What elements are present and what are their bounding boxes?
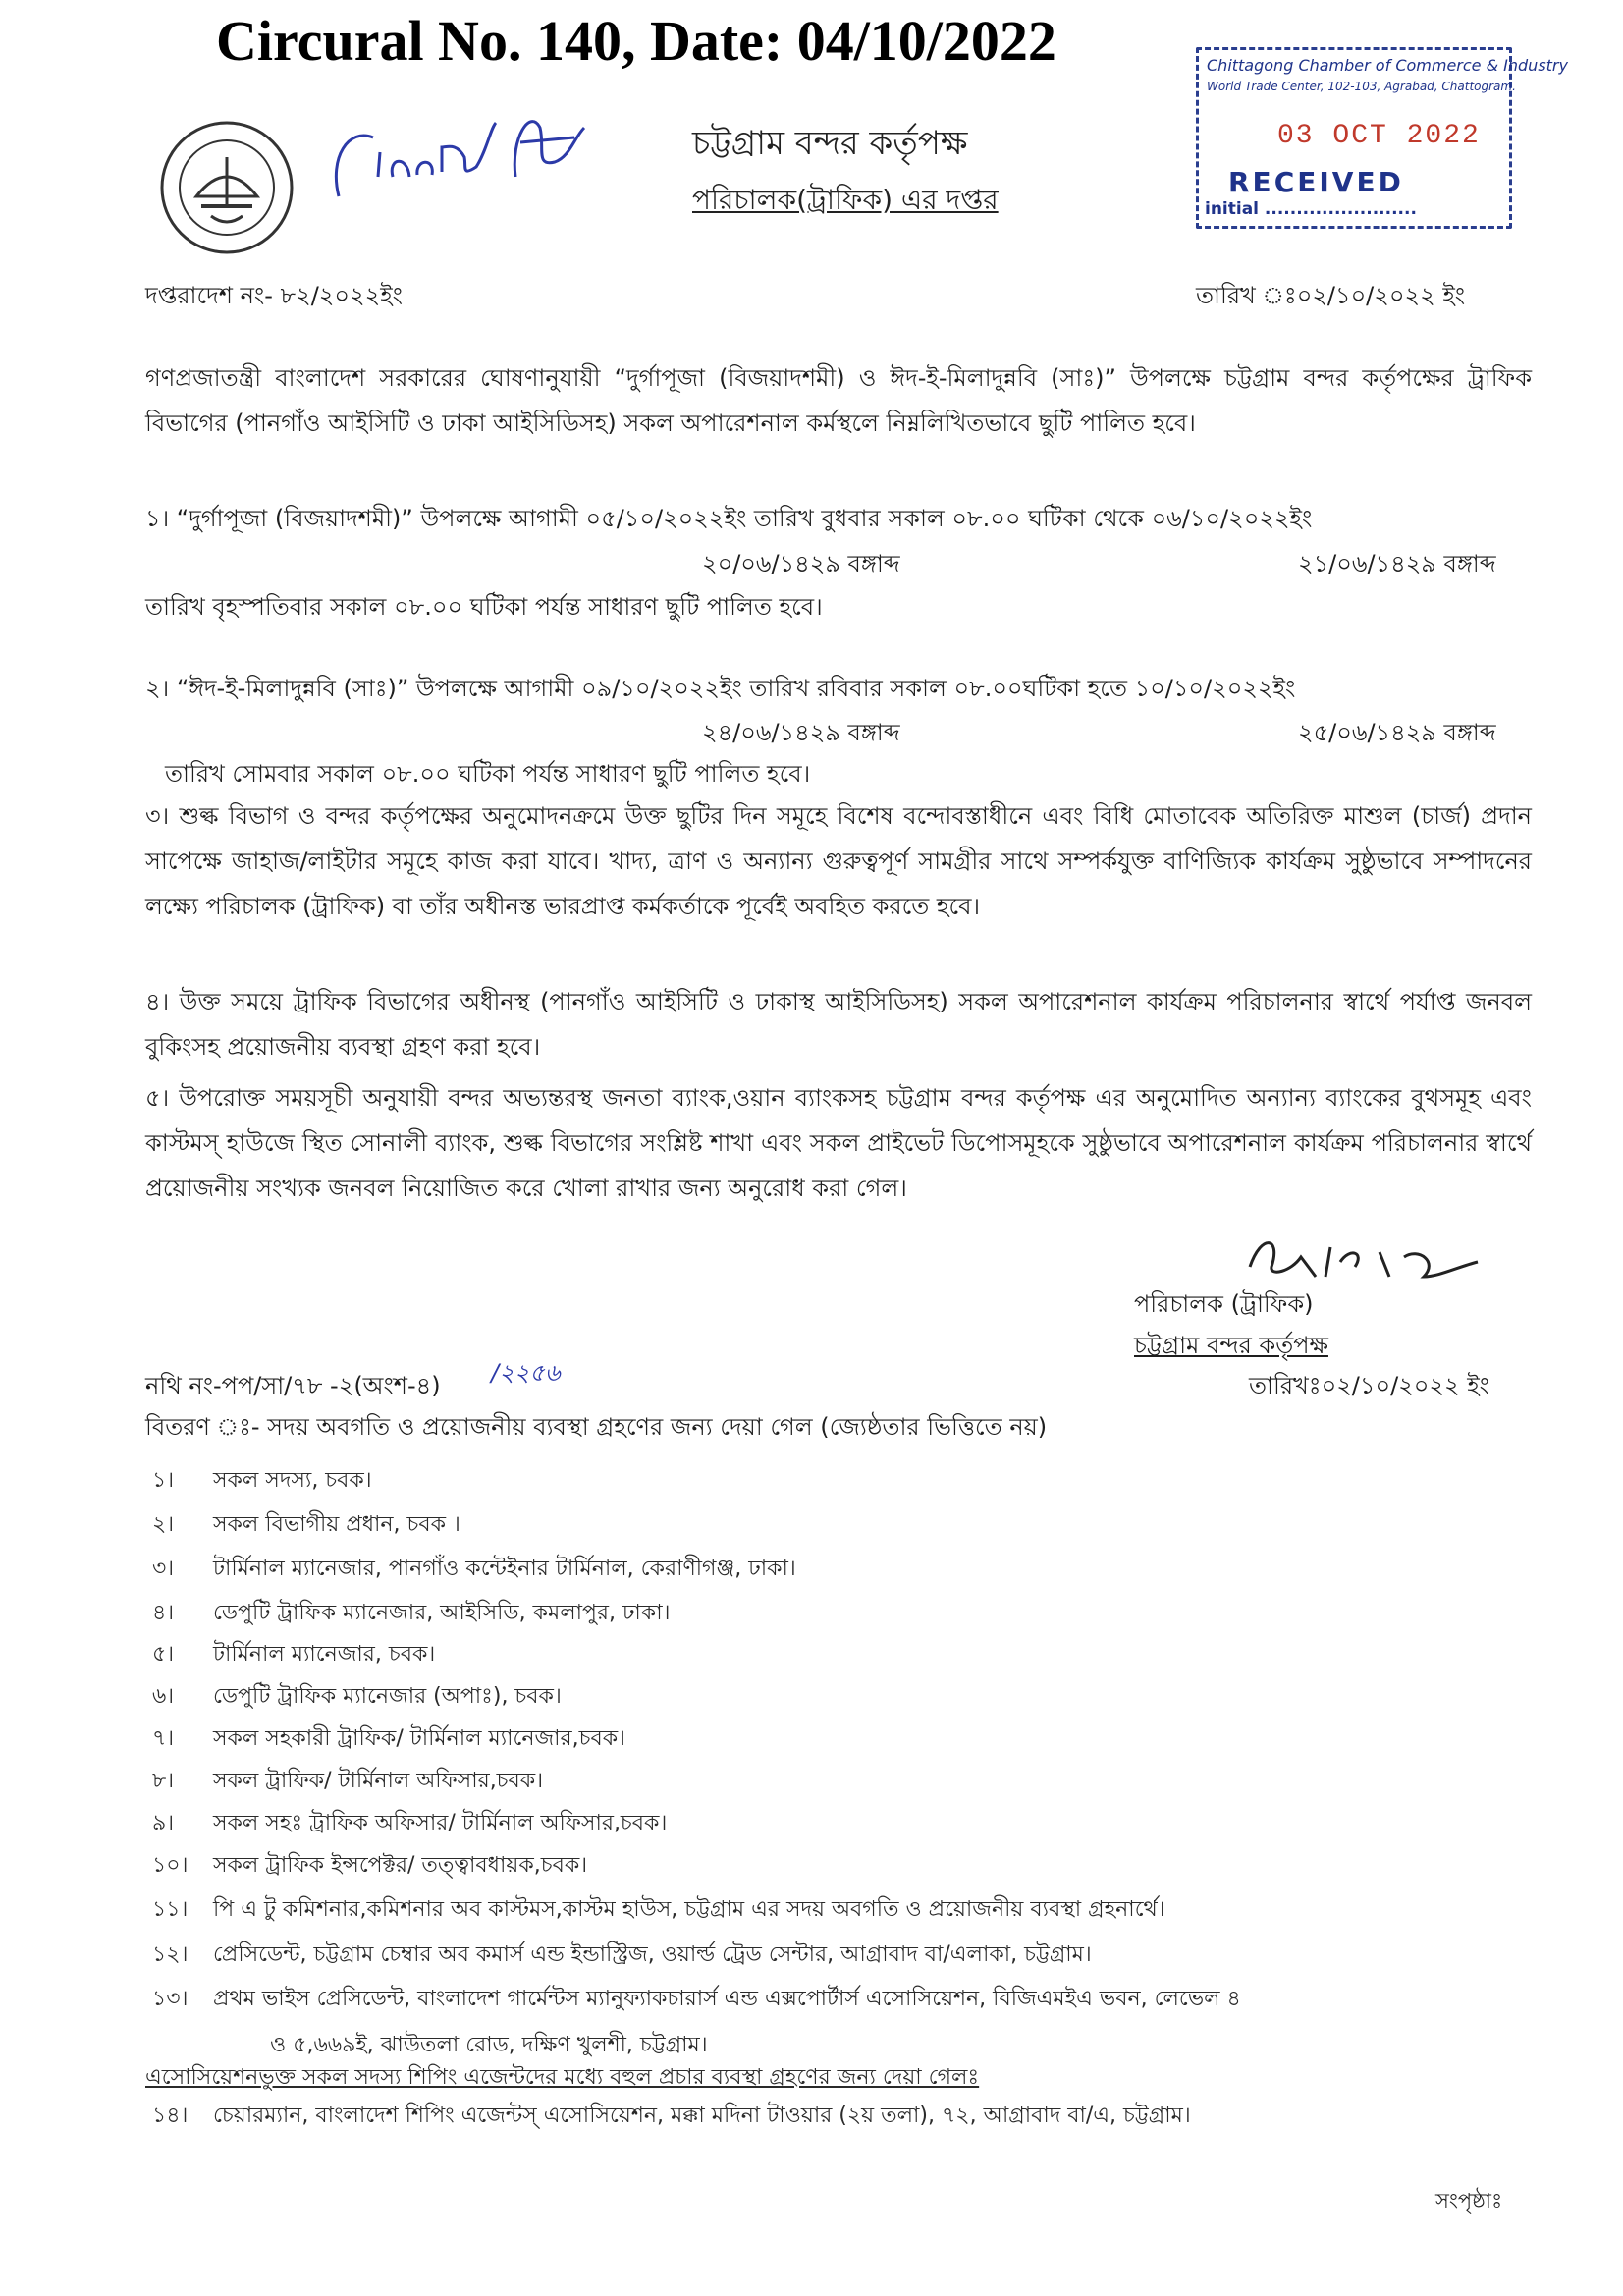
- stamp-date: 03 OCT 2022: [1277, 121, 1481, 151]
- recipient-number: ১৪।: [152, 2104, 189, 2128]
- recipient-row: [152, 1722, 625, 1758]
- recipient-text: সকল ট্রাফিক/ টার্মিনাল অফিসার,চবক।: [213, 1769, 544, 1793]
- circular-title: Circural No. 140, Date: 04/10/2022: [216, 9, 1056, 73]
- recipient-text: টার্মিনাল ম্যানেজার, চবক।: [213, 1642, 436, 1667]
- recipient-row: [152, 1507, 460, 1544]
- recipient-text: সকল সদস্য, চবক।: [213, 1468, 372, 1493]
- recipient-row: [152, 1892, 1165, 1929]
- item-1-bangla-date-start: ২০/০৬/১৪২৯ বঙ্গাব্দ: [702, 550, 900, 577]
- file-number: নথি নং-পপ/সা/৭৮ -২(অংশ-৪): [145, 1372, 441, 1399]
- recipient-number: ৪।: [152, 1601, 175, 1625]
- item-1-text: ১। “দুর্গাপূজা (বিজয়াদশমী)” উপলক্ষে আগামী ০৫/১০/২০২২ইং তারিখ বুধবার সকাল ০৮.০০ ঘটিকা থেকে ০৬/১০/২০২২ইং: [145, 505, 1313, 532]
- recipient-text: সকল সহঃ ট্রাফিক অফিসার/ টার্মিনাল অফিসার,চবক।: [213, 1811, 668, 1835]
- recipient-row: [152, 1848, 587, 1885]
- recipient-text: প্রেসিডেন্ট, চট্টগ্রাম চেম্বার অব কমার্স এন্ড ইন্ডাস্ট্রিজ, ওয়ার্ল্ড ট্রেড সেন্টার, আগ্রাবাদ বা/এলাকা, চট্টগ্রাম।: [213, 1942, 1092, 1967]
- recipient-number: ৩।: [152, 1557, 175, 1581]
- recipient-text: ডেপুটি ট্রাফিক ম্যানেজার (অপাঃ), চবক।: [213, 1684, 562, 1709]
- recipient-text: সকল সহকারী ট্রাফিক/ টার্মিনাল ম্যানেজার,চবক।: [213, 1726, 625, 1751]
- recipient-14: [152, 2099, 1191, 2135]
- item-2-bangla-date-end: ২৫/০৬/১৪২৯ বঙ্গাব্দ: [1298, 719, 1496, 746]
- item-2-text: ২। “ঈদ-ই-মিলাদুন্নবি (সাঃ)” উপলক্ষে আগামী ০৯/১০/২০২২ইং তারিখ রবিবার সকাল ০৮.০০ঘটিকা হতে ১০/১০/২০২২ইং: [145, 675, 1296, 702]
- recipient-number: ১১।: [152, 1897, 189, 1922]
- order-date: তারিখ ঃ০২/১০/২০২২ ইং: [1196, 282, 1466, 309]
- distribution-note: বিতরণ ঃ- সদয় অবগতি ও প্রয়োজনীয় ব্যবস্থা গ্রহণের জন্য দেয়া গেল (জ্যেষ্ঠতার ভিত্তিতে নয়): [145, 1413, 1048, 1441]
- item-5-paragraph: ৫। উপরোক্ত সময়সূচী অনুযায়ী বন্দর অভ্যন্তরস্থ জনতা ব্যাংক,ওয়ান ব্যাংকসহ চট্টগ্রাম বন্দর কর্তৃপক্ষ এর অনুমোদিত অন্যান্য ব্যাংকের বুথসমূহ এবং কাস্টমস্ হাউজে স্থিত সোনালী ব্যাংক, শুল্ক বিভাগের সংশ্লিষ্ট শাখা এবং সকল প্রাইভেট ডিপোসমূহকে সুষ্ঠুভাবে অপারেশনাল কার্যক্রম পরিচালনার স্বার্থে প্রয়োজনীয় সংখ্যক জনবল নিয়োজিত করে খোলা রাখার জন্য অনুরোধ করা গেল।: [145, 1084, 1532, 1202]
- recipient-text: সকল ট্রাফিক ইন্সপেক্টর/ তত্ত্বাবধায়ক,চবক।: [213, 1853, 588, 1878]
- recipient-row: [152, 1463, 372, 1500]
- recipient-row: [152, 1679, 562, 1716]
- department-name: পরিচালক(ট্রাফিক) এর দপ্তর: [692, 184, 999, 216]
- signatory-org: চট্টগ্রাম বন্দর কর্তৃপক্ষ: [1134, 1332, 1328, 1359]
- recipient-number: ১০।: [152, 1853, 189, 1878]
- recipient-row: [152, 1938, 1092, 1974]
- recipient-row: [152, 1982, 1241, 2018]
- signatory-title: পরিচালক (ট্রাফিক): [1134, 1290, 1314, 1318]
- recipient-row: [152, 1764, 543, 1800]
- recipient-number: ৭।: [152, 1726, 175, 1751]
- handwritten-circular-note: [319, 69, 614, 226]
- recipient-number: ৮।: [152, 1769, 175, 1793]
- recipient-text: টার্মিনাল ম্যানেজার, পানগাঁও কন্টেইনার টার্মিনাল, কেরাণীগঞ্জ, ঢাকা।: [213, 1557, 796, 1581]
- file-date: তারিখঃ০২/১০/২০২২ ইং: [1249, 1372, 1490, 1399]
- recipient-row: [152, 1552, 796, 1588]
- recipient-number: ২।: [152, 1512, 175, 1537]
- recipient-text: প্রথম ভাইস প্রেসিডেন্ট, বাংলাদেশ গার্মেন্টস ম্যানুফ্যাকচারার্স এন্ড এক্সপোর্টার্স এসোসিয়েশন, বিজিএমইএ ভবন, লেভেল ৪: [213, 1987, 1241, 2011]
- recipient-text: চেয়ারম্যান, বাংলাদেশ শিপিং এজেন্টস্ এসোসিয়েশন, মক্কা মদিনা টাওয়ার (২য় তলা), ৭২, আগ্রাবাদ বা/এ, চট্টগ্রাম।: [213, 2104, 1191, 2128]
- file-number-handwritten: /২২৫৬: [491, 1359, 561, 1387]
- association-note: এসোসিয়েশনভুক্ত সকল সদস্য শিপিং এজেন্টদের মধ্যে বহুল প্রচার ব্যবস্থা গ্রহণের জন্য দেয়া গেলঃ: [145, 2065, 980, 2090]
- received-stamp: [1196, 47, 1568, 229]
- recipient-13-continuation: ও ৫,৬৬৯ই, ঝাউতলা রোড, দক্ষিণ খুলশী, চট্টগ্রাম।: [270, 2033, 708, 2057]
- stamp-initial: initial ........................: [1205, 199, 1417, 219]
- stamp-received: RECEIVED: [1228, 166, 1404, 198]
- recipient-text: সকল বিভাগীয় প্রধান, চবক ।: [213, 1512, 460, 1537]
- item-1-bangla-date-end: ২১/০৬/১৪২৯ বঙ্গাব্দ: [1298, 550, 1496, 577]
- recipient-row: [152, 1806, 667, 1842]
- item-3-paragraph: ৩। শুল্ক বিভাগ ও বন্দর কর্তৃপক্ষের অনুমোদনক্রমে উক্ত ছুটির দিন সমূহে বিশেষ বন্দোবস্তাধীনে এবং বিধি মোতাবেক অতিরিক্ত মাশুল (চার্জ) প্রদান সাপেক্ষে জাহাজ/লাইটার সমূহে কাজ করা যাবে। খাদ্য, ত্রাণ ও অন্যান্য গুরুত্বপূর্ণ সামগ্রীর সাথে সম্পর্কযুক্ত বাণিজ্যিক কার্যক্রম সুষ্ঠুভাবে সম্পাদনের লক্ষ্যে পরিচালক (ট্রাফিক) বা তাঁর অধীনস্ত ভারপ্রাপ্ত কর্মকর্তাকে পূর্বেই অবহিত করতে হবে।: [145, 802, 1532, 920]
- port-authority-logo: [157, 118, 297, 257]
- recipient-row: [152, 1596, 670, 1632]
- recipient-text: পি এ টু কমিশনার,কমিশনার অব কাস্টমস,কাস্টম হাউস, চট্টগ্রাম এর সদয় অবগতি ও প্রয়োজনীয় ব্যবস্থা গ্রহনার্থে।: [213, 1897, 1165, 1922]
- intro-paragraph: গণপ্রজাতন্ত্রী বাংলাদেশ সরকারের ঘোষণানুযায়ী “দুর্গাপূজা (বিজয়াদশমী) ও ঈদ-ই-মিলাদুন্নবি (সাঃ)” উপলক্ষে চট্টগ্রাম বন্দর কর্তৃপক্ষের ট্রাফিক বিভাগের (পানগাঁও আইসিটি ও ঢাকা আইসিডিসহ) সকল অপারেশনাল কর্মস্থলে নিম্নলিখিতভাবে ছুটি পালিত হবে।: [145, 364, 1532, 437]
- item-2-end: তারিখ সোমবার সকাল ০৮.০০ ঘটিকা পর্যন্ত সাধারণ ছুটি পালিত হবে।: [165, 760, 811, 788]
- recipient-number: ৫।: [152, 1642, 175, 1667]
- stamp-address: World Trade Center, 102-103, Agrabad, Chattogram.: [1207, 80, 1516, 93]
- recipient-number: ৯।: [152, 1811, 175, 1835]
- recipient-text: ডেপুটি ট্রাফিক ম্যানেজার, আইসিডি, কমলাপুর, ঢাকা।: [213, 1601, 671, 1625]
- item-4-paragraph: ৪। উক্ত সময়ে ট্রাফিক বিভাগের অধীনস্থ (পানগাঁও আইসিটি ও ঢাকাস্থ আইসিডিসহ) সকল অপারেশনাল কার্যক্রম পরিচালনার স্বার্থে পর্যাপ্ত জনবল বুকিংসহ প্রয়োজনীয় ব্যবস্থা গ্রহণ করা হবে।: [145, 988, 1532, 1061]
- item-1-end: তারিখ বৃহস্পতিবার সকাল ০৮.০০ ঘটিকা পর্যন্ত সাধারণ ছুটি পালিত হবে।: [145, 593, 823, 621]
- recipient-number: ১৩।: [152, 1987, 189, 2011]
- recipient-row: [152, 1637, 435, 1673]
- recipient-number: ১।: [152, 1468, 175, 1493]
- order-number: দপ্তরাদেশ নং- ৮২/২০২২ইং: [145, 282, 404, 309]
- recipient-number: ৬।: [152, 1684, 175, 1709]
- continued-page-marker: সংপৃষ্ঠাঃ: [1435, 2189, 1503, 2213]
- recipient-number: ১২।: [152, 1942, 189, 1967]
- director-signature: [1242, 1223, 1497, 1291]
- item-2-bangla-date-start: ২৪/০৬/১৪২৯ বঙ্গাব্দ: [702, 719, 900, 746]
- stamp-org: Chittagong Chamber of Commerce & Industry: [1207, 56, 1568, 75]
- office-name: চট্টগ্রাম বন্দর কর্তৃপক্ষ: [692, 124, 968, 163]
